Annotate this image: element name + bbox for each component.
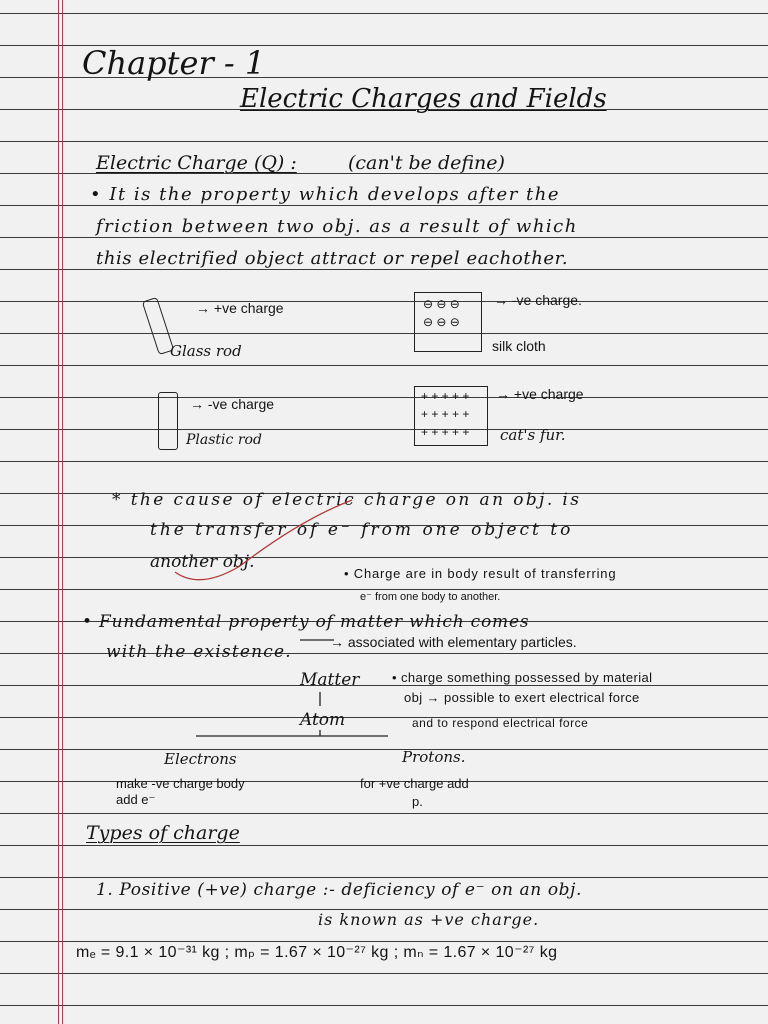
- plastic-rod-charge-label: → -ve charge: [190, 396, 275, 412]
- definition-note: (can't be define): [348, 152, 505, 174]
- mass-formula: mₑ = 9.1 × 10⁻³¹ kg ; mₚ = 1.67 × 10⁻²⁷ kg ; mₙ = 1.67 × 10⁻²⁷ kg: [76, 944, 558, 961]
- matter-node: Matter: [300, 670, 360, 690]
- silk-charges-row2: ⊖ ⊖ ⊖: [423, 315, 460, 329]
- charge-note-1: • charge something possessed by material: [392, 670, 653, 685]
- electrons-note-1: make -ve charge body: [116, 776, 245, 791]
- fur-charges-row3: + + + + +: [421, 425, 470, 439]
- charge-note-3: and to respond electrical force: [412, 716, 589, 730]
- definition-line-2: friction between two obj. as a result of which: [96, 216, 578, 237]
- cause-side-note-1: • Charge are in body result of transferring: [344, 566, 617, 581]
- protons-node: Protons.: [402, 748, 466, 766]
- cats-fur-charge-label: → +ve charge: [496, 386, 584, 402]
- protons-note-2: p.: [412, 794, 423, 809]
- glass-rod-label: Glass rod: [170, 342, 242, 360]
- cause-line-3: another obj.: [150, 552, 255, 572]
- types-heading: Types of charge: [86, 822, 240, 844]
- type-positive-line-2: is known as +ve charge.: [318, 910, 540, 929]
- charge-note-2: obj → possible to exert electrical force: [404, 690, 640, 705]
- section-heading-electric-charge: Electric Charge (Q) :: [96, 152, 297, 174]
- silk-cloth-charge-label: → -ve charge.: [494, 292, 582, 308]
- cause-side-note-2: e⁻ from one body to another.: [360, 591, 501, 603]
- cause-line-1: * the cause of electric charge on an obj. is: [112, 490, 582, 510]
- cats-fur-label: cat's fur.: [500, 426, 566, 444]
- cause-line-2: the transfer of e⁻ from one object to: [150, 520, 574, 540]
- associated-note: → associated with elementary particles.: [330, 634, 577, 650]
- chapter-title: Electric Charges and Fields: [240, 84, 607, 114]
- protons-note-1: for +ve charge add: [360, 776, 469, 791]
- atom-node: Atom: [300, 710, 346, 730]
- plastic-rod-label: Plastic rod: [186, 432, 262, 448]
- fundamental-line-2: with the existence.: [106, 642, 292, 662]
- electrons-node: Electrons: [164, 750, 237, 768]
- fur-charges-row1: + + + + +: [421, 389, 470, 403]
- silk-charges: ⊖ ⊖ ⊖: [423, 297, 460, 311]
- silk-cloth-label: silk cloth: [492, 338, 546, 354]
- red-scribble-mark: [175, 500, 352, 580]
- glass-rod-charge-label: → +ve charge: [196, 300, 284, 316]
- fundamental-line-1: • Fundamental property of matter which comes: [82, 612, 530, 632]
- chapter-heading: Chapter - 1: [82, 44, 266, 82]
- type-positive-line-1: 1. Positive (+ve) charge :- deficiency of e⁻ on an obj.: [96, 880, 583, 900]
- fur-charges-row2: + + + + +: [421, 407, 470, 421]
- electrons-note-2: add e⁻: [116, 792, 156, 807]
- definition-line-3: this electrified object attract or repel eachother.: [96, 248, 569, 269]
- definition-line-1: • It is the property which develops after the: [90, 184, 560, 205]
